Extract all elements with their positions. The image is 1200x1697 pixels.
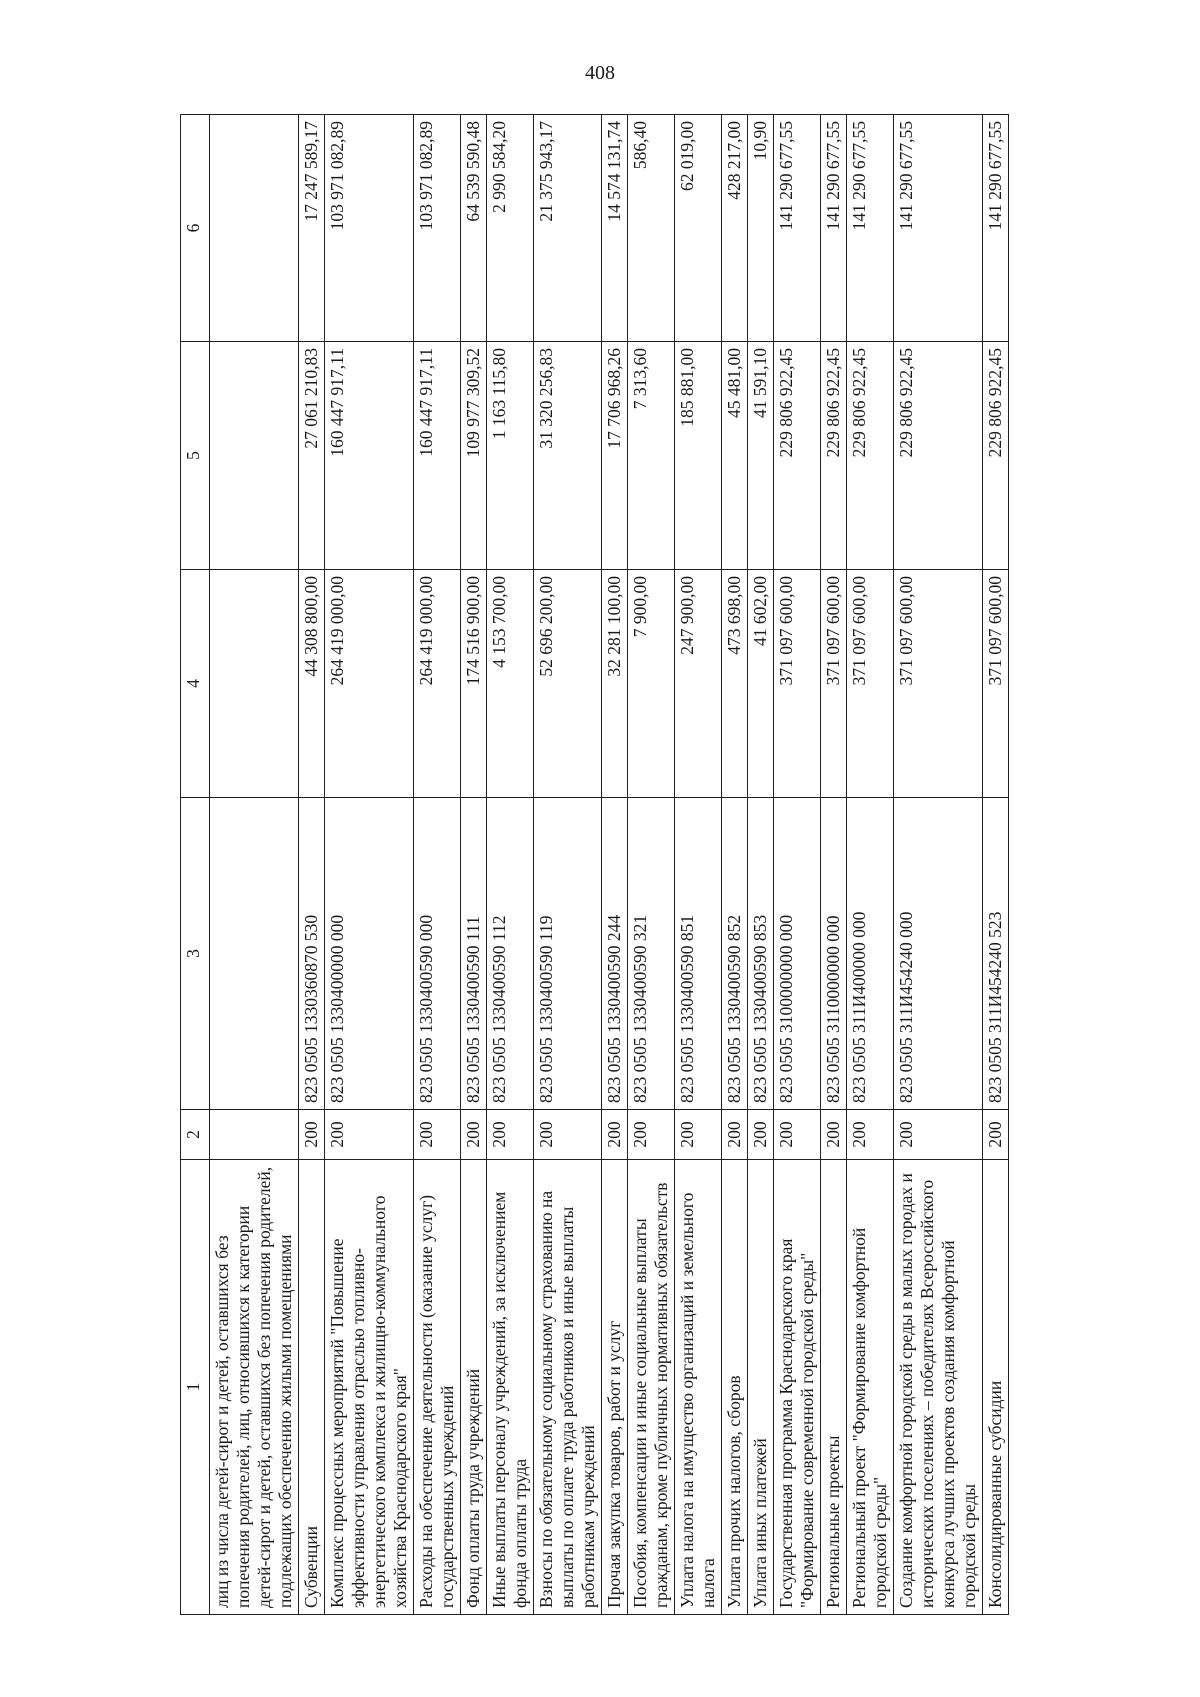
line-code-cell: 200 [821,1110,847,1160]
item-name-cell: Расходы на обеспечение деятельности (оказание услуг) государственных учреждений [414,1160,461,1615]
remaining-amount-cell: 428 217,00 [722,115,748,342]
item-name-cell: Фонд оплаты труда учреждений [461,1160,487,1615]
line-code-cell [210,1110,299,1160]
executed-amount-cell: 185 881,00 [675,342,722,570]
line-code-cell: 200 [847,1110,894,1160]
table-row [628,115,675,1615]
remaining-amount-cell: 103 971 082,89 [414,115,461,342]
item-name-cell: Прочая закупка товаров, работ и услуг [602,1160,628,1615]
budget-code-cell: 823 0505 3110000000 000 [821,798,847,1110]
remaining-amount-cell: 141 290 677,55 [774,115,821,342]
remaining-amount-cell: 141 290 677,55 [894,115,983,342]
column-header: 1 [181,1160,210,1615]
line-code-cell: 200 [414,1110,461,1160]
approved-amount-cell: 371 097 600,00 [821,570,847,798]
executed-amount-cell: 229 806 922,45 [983,342,1009,570]
approved-amount-cell: 52 696 200,00 [534,570,602,798]
approved-amount-cell: 371 097 600,00 [894,570,983,798]
budget-code-cell: 823 0505 1330360870 530 [299,798,325,1110]
page-number: 408 [585,62,615,84]
line-code-cell: 200 [983,1110,1009,1160]
column-header: 5 [181,342,210,570]
executed-amount-cell: 45 481,00 [722,342,748,570]
executed-amount-cell: 160 447 917,11 [325,342,414,570]
budget-code-cell: 823 0505 1330400590 853 [748,798,774,1110]
item-name-cell: Взносы по обязательному социальному страхованию на выплаты по оплате труда работников и иные выплаты работникам учреждений [534,1160,602,1615]
remaining-amount-cell: 62 019,00 [675,115,722,342]
approved-amount-cell: 473 698,00 [722,570,748,798]
budget-code-cell: 823 0505 1330400590 321 [628,798,675,1110]
approved-amount-cell [210,570,299,798]
line-code-cell: 200 [748,1110,774,1160]
item-name-cell: Региональные проекты [821,1160,847,1615]
item-name-cell: Пособия, компенсации и иные социальные выплаты гражданам, кроме публичных нормативных обязательств [628,1160,675,1615]
table-row [894,115,983,1615]
table-row [487,115,534,1615]
approved-amount-cell: 371 097 600,00 [774,570,821,798]
executed-amount-cell: 229 806 922,45 [821,342,847,570]
rotated-table-wrapper [180,115,1080,1615]
remaining-amount-cell: 64 539 590,48 [461,115,487,342]
table-row [325,115,414,1615]
remaining-amount-cell [210,115,299,342]
table-row [534,115,602,1615]
table-row [847,115,894,1615]
item-name-cell: Субвенции [299,1160,325,1615]
remaining-amount-cell: 17 247 589,17 [299,115,325,342]
item-name-cell: Региональный проект "Формирование комфортной городской среды" [847,1160,894,1615]
budget-code-cell: 823 0505 311И454240 523 [983,798,1009,1110]
remaining-amount-cell: 10,90 [748,115,774,342]
executed-amount-cell: 160 447 917,11 [414,342,461,570]
budget-code-cell: 823 0505 1330400590 111 [461,798,487,1110]
budget-code-cell: 823 0505 1330400590 000 [414,798,461,1110]
remaining-amount-cell: 21 375 943,17 [534,115,602,342]
item-name-cell: лиц из числа детей-сирот и детей, оставшихся без попечения родителей, лиц, относившихся к категории детей-сирот и детей, оставшихся без попечения родителей, подлежащих обеспечению жилыми помещениями [210,1160,299,1615]
executed-amount-cell: 17 706 968,26 [602,342,628,570]
column-header: 4 [181,570,210,798]
table-row [722,115,748,1615]
table-row [983,115,1009,1615]
executed-amount-cell: 229 806 922,45 [847,342,894,570]
budget-code-cell: 823 0505 1330400590 851 [675,798,722,1110]
item-name-cell: Государственная программа Краснодарского края "Формирование современной городской среды" [774,1160,821,1615]
line-code-cell: 200 [774,1110,821,1160]
line-code-cell: 200 [722,1110,748,1160]
approved-amount-cell: 247 900,00 [675,570,722,798]
column-header-row [181,115,210,1615]
line-code-cell: 200 [675,1110,722,1160]
column-header: 6 [181,115,210,342]
line-code-cell: 200 [534,1110,602,1160]
remaining-amount-cell: 141 290 677,55 [821,115,847,342]
column-header: 2 [181,1110,210,1160]
line-code-cell: 200 [299,1110,325,1160]
remaining-amount-cell: 14 574 131,74 [602,115,628,342]
item-name-cell: Уплата иных платежей [748,1160,774,1615]
budget-code-cell: 823 0505 1330400590 852 [722,798,748,1110]
line-code-cell: 200 [487,1110,534,1160]
table-row [675,115,722,1615]
remaining-amount-cell: 141 290 677,55 [847,115,894,342]
item-name-cell: Создание комфортной городской среды в малых городах и исторических поселениях – победителях Всероссийского конкурса лучших проектов создания комфортной городской среды [894,1160,983,1615]
executed-amount-cell: 229 806 922,45 [774,342,821,570]
budget-table [180,114,1009,1615]
table-row [602,115,628,1615]
executed-amount-cell: 229 806 922,45 [894,342,983,570]
approved-amount-cell: 371 097 600,00 [847,570,894,798]
remaining-amount-cell: 103 971 082,89 [325,115,414,342]
executed-amount-cell: 1 163 115,80 [487,342,534,570]
remaining-amount-cell: 2 990 584,20 [487,115,534,342]
item-name-cell: Консолидированные субсидии [983,1160,1009,1615]
budget-code-cell [210,798,299,1110]
budget-code-cell: 823 0505 1330400590 119 [534,798,602,1110]
executed-amount-cell: 7 313,60 [628,342,675,570]
budget-code-cell: 823 0505 3100000000 000 [774,798,821,1110]
table-row [748,115,774,1615]
executed-amount-cell: 41 591,10 [748,342,774,570]
table-row [821,115,847,1615]
budget-code-cell: 823 0505 311И400000 000 [847,798,894,1110]
remaining-amount-cell: 586,40 [628,115,675,342]
line-code-cell: 200 [461,1110,487,1160]
budget-code-cell: 823 0505 1330400590 112 [487,798,534,1110]
line-code-cell: 200 [894,1110,983,1160]
approved-amount-cell: 32 281 100,00 [602,570,628,798]
budget-code-cell: 823 0505 1330400000 000 [325,798,414,1110]
executed-amount-cell: 31 320 256,83 [534,342,602,570]
column-header: 3 [181,798,210,1110]
budget-code-cell: 823 0505 311И454240 000 [894,798,983,1110]
line-code-cell: 200 [325,1110,414,1160]
approved-amount-cell: 44 308 800,00 [299,570,325,798]
item-name-cell: Уплата прочих налогов, сборов [722,1160,748,1615]
table-row [461,115,487,1615]
budget-code-cell: 823 0505 1330400590 244 [602,798,628,1110]
table-row [774,115,821,1615]
approved-amount-cell: 264 419 000,00 [414,570,461,798]
line-code-cell: 200 [602,1110,628,1160]
line-code-cell: 200 [628,1110,675,1160]
executed-amount-cell: 109 977 309,52 [461,342,487,570]
table-row [299,115,325,1615]
executed-amount-cell: 27 061 210,83 [299,342,325,570]
approved-amount-cell: 41 602,00 [748,570,774,798]
table-body [210,115,1009,1615]
item-name-cell: Иные выплаты персоналу учреждений, за исключением фонда оплаты труда [487,1160,534,1615]
remaining-amount-cell: 141 290 677,55 [983,115,1009,342]
approved-amount-cell: 7 900,00 [628,570,675,798]
table-row [414,115,461,1615]
approved-amount-cell: 174 516 900,00 [461,570,487,798]
executed-amount-cell [210,342,299,570]
approved-amount-cell: 4 153 700,00 [487,570,534,798]
approved-amount-cell: 371 097 600,00 [983,570,1009,798]
item-name-cell: Комплекс процессных мероприятий "Повышение эффективности управления отраслью топливно-энергетического комплекса и жилищно-коммунального хозяйства Краснодарского края" [325,1160,414,1615]
item-name-cell: Уплата налога на имущество организаций и земельного налога [675,1160,722,1615]
table-row [210,115,299,1615]
approved-amount-cell: 264 419 000,00 [325,570,414,798]
